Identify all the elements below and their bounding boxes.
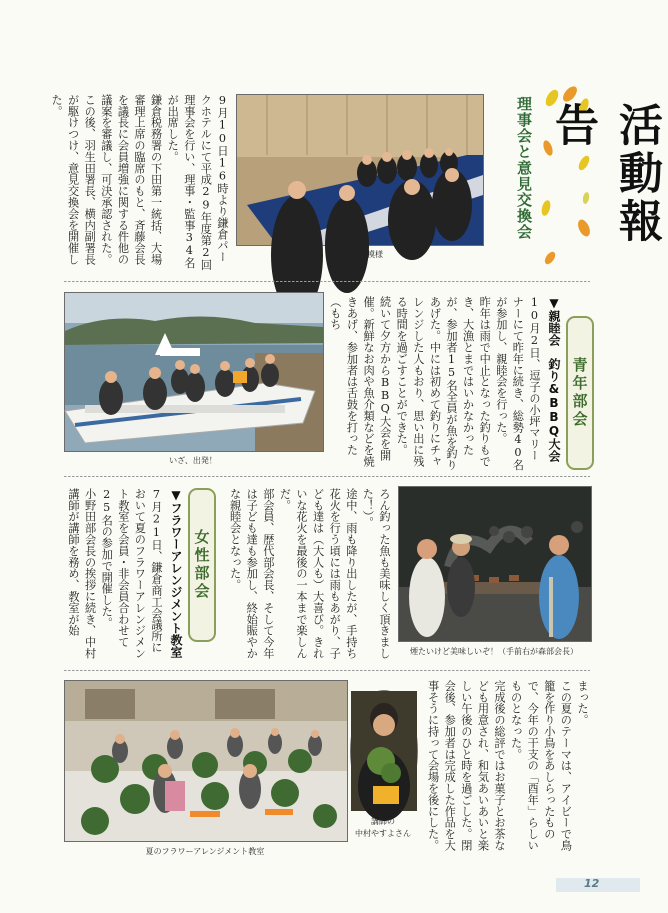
section-divider-bottom — [64, 670, 590, 671]
board-meeting-photo-caption: 理事会の模様 — [335, 250, 383, 259]
women-section-body: 7月21日、鎌倉商工会議所において夏のフラワーアレンジメント教室を会員・非会員合わせて25名の参加で開催した。 小野田部会長の挨拶に続き、中村講師が講師を務め、教室が始 — [67, 488, 163, 659]
board-meeting-body: 9月10日16時より鎌倉パークホテルにて平成29年度第2回理事会を行い、理事・監事34名が出席した。 鎌倉税務署の下田第一統括、大場審理上席の臨席のもと、斉藤会長を議長に会員増強に関する件他の議案を審議し、可決承認された。 この後、羽生田署長、横内副署長が駆けつけ、意見交換会を開催した。 — [50, 94, 229, 271]
page-number: 12 — [584, 877, 600, 890]
lecturer-portrait — [350, 690, 418, 812]
youth-section-heading: ▼親睦会 釣り&BBQ大会 — [547, 296, 561, 462]
women-section-heading: ▼フラワーアレンジメント教室 — [169, 488, 183, 658]
page-subtitle: 理事会と意見交換会 — [515, 96, 533, 240]
lecturer-caption-line1: 講師の — [371, 817, 395, 826]
women-section-body-continued: まった。 この夏のテーマは、アイビーで鳥籠を作り小鳥をあしらったもので、今年の干支の「酉年」らしいものとなった。 完成後の総評ではお菓子とお茶なども用意され、和気あいあいと楽しい午後のひと時を過ごした。閉会後、参加者は完成した作品を大事そうに持って会場を後にした。 — [426, 680, 589, 851]
bbq-photo-caption: 煙たいけど美味しいぞ！（手前右が森部会長） — [410, 647, 578, 656]
section-divider-top — [64, 281, 590, 282]
section-divider-mid — [64, 476, 590, 477]
youth-section-label: 青年部会 — [566, 316, 594, 470]
women-section-label: 女性部会 — [188, 488, 216, 642]
page-title: 活動報告 — [547, 102, 662, 246]
bbq-photo — [398, 486, 592, 642]
lecturer-caption-line2: 中村やすよさん — [355, 829, 411, 838]
boat-photo-caption: いざ、出発！ — [169, 456, 217, 465]
youth-section-body-part2: ろん釣った魚も美味しく頂きました！）。 途中、雨も降り出したが、手持ち花火を行う頃には雨もあがり、子ども達は（大人も）大喜び。きれいな花火を最後の一本まで楽しんだ。 部会員、歴代部会長、そして今年は子ども達も参加し、終始賑やかな親睦会となった。 — [228, 488, 391, 659]
flower-class-photo-caption: 夏のフラワーアレンジメント教室 — [145, 847, 265, 856]
youth-section-body-part1: 10月2日、逗子の小坪マリーナーにて昨年に続き、総勢40名が参加し、親睦会を行った。 昨年は雨で中止となった釣りもでき、大漁とまではいかなかったが、参加者15名全員が魚を釣りあげた。中には初めて釣りにチャレンジした人もおり、思い出に残る時間を過ごすことができた。 続いて夕方からBBQ大会を開催。新鮮なお肉や魚介類などを焼きあげ、参加者は舌鼓を打った（もち — [328, 296, 541, 471]
board-meeting-photo — [236, 94, 484, 246]
flower-class-photo — [64, 680, 348, 842]
boat-photo — [64, 292, 324, 452]
